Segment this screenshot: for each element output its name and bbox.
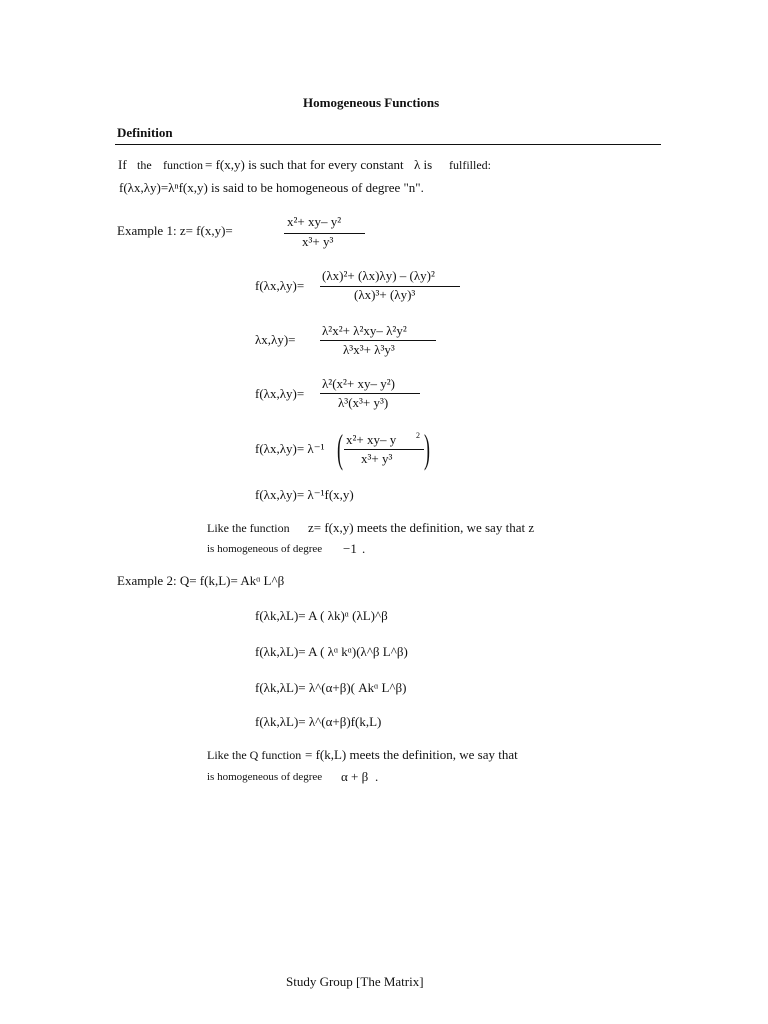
section-rule xyxy=(115,144,661,145)
example1-step1-denominator: (λx)³+ (λy)³ xyxy=(354,287,416,302)
example2-step1: f(λk,λL)= A ( λk)ᵅ (λL)^β xyxy=(255,608,388,623)
example1-step4-bar xyxy=(344,449,424,450)
example2-step4: f(λk,λL)= λ^(α+β)f(k,L) xyxy=(255,714,382,729)
example1-conclusion-degree: −1 xyxy=(343,541,357,556)
example1-step1-lhs: f(λx,λy)= xyxy=(255,278,305,293)
example1-label: Example 1: z= f(x,y)= xyxy=(117,223,233,238)
example1-step2-bar xyxy=(320,340,436,341)
example2-conclusion-line2a: is homogeneous of degree xyxy=(207,771,323,783)
example1-step4-denominator: x³+ y³ xyxy=(361,451,393,466)
example1-step3-numerator: λ²(x²+ xy– y²) xyxy=(322,376,395,391)
definition-lambda-is: λ is xyxy=(414,157,433,172)
page-footer: Study Group [The Matrix] xyxy=(286,974,424,989)
example2-step3: f(λk,λL)= λ^(α+β)( Akᵅ L^β) xyxy=(255,680,407,695)
example1-conclusion-line1a: Like the function xyxy=(207,521,290,535)
example2-conclusion-line1a: Like the Q function xyxy=(207,748,302,762)
example1-step3-denominator: λ³(x³+ y³) xyxy=(338,395,389,410)
example2-conclusion-period: . xyxy=(375,769,379,784)
right-bracket: ) xyxy=(424,426,430,471)
example1-conclusion-period: . xyxy=(362,541,366,556)
page-title: Homogeneous Functions xyxy=(303,95,440,110)
example1-step2-lhs: λx,λy)= xyxy=(255,332,296,347)
example1-step3-bar xyxy=(320,393,420,394)
section-heading: Definition xyxy=(117,125,173,140)
example1-step4-lhs: f(λx,λy)= λ⁻¹ xyxy=(255,441,325,456)
example1-frac0-numerator: x²+ xy– y² xyxy=(287,214,342,229)
definition-word-the: the xyxy=(137,158,152,172)
example2-step2: f(λk,λL)= A ( λᵅ kᵅ)(λ^β L^β) xyxy=(255,644,408,659)
example2-conclusion-line1b: = f(k,L) meets the definition, we say that xyxy=(305,747,518,762)
definition-fulfilled: fulfilled: xyxy=(449,158,491,172)
example1-conclusion-line1b: z= f(x,y) meets the definition, we say that z xyxy=(308,520,535,535)
example1-step4-exponent: 2 xyxy=(416,431,420,440)
example1-step2-numerator: λ²x²+ λ²xy– λ²y² xyxy=(322,323,407,338)
definition-word-if: If xyxy=(118,157,127,172)
definition-word-function: function xyxy=(163,158,203,172)
example1-step3-lhs: f(λx,λy)= xyxy=(255,386,305,401)
example1-step4-numerator: x²+ xy– y xyxy=(346,432,397,447)
example1-step2-denominator: λ³x³+ λ³y³ xyxy=(343,342,395,357)
example1-frac0-denominator: x³+ y³ xyxy=(302,234,334,249)
example2-label: Example 2: Q= f(k,L)= Akᵅ L^β xyxy=(117,573,285,588)
example2-conclusion-degree: α + β xyxy=(341,769,369,784)
example1-step1-numerator: (λx)²+ (λx)λy) – (λy)² xyxy=(322,268,435,283)
example1-conclusion-line2a: is homogeneous of degree xyxy=(207,543,323,555)
definition-line1-text: = f(x,y) is such that for every constant xyxy=(205,157,404,172)
left-bracket: ( xyxy=(337,426,343,471)
definition-line2: f(λx,λy)=λⁿf(x,y) is said to be homogeneous of degree "n". xyxy=(119,180,424,195)
example1-step5: f(λx,λy)= λ⁻¹f(x,y) xyxy=(255,487,354,502)
